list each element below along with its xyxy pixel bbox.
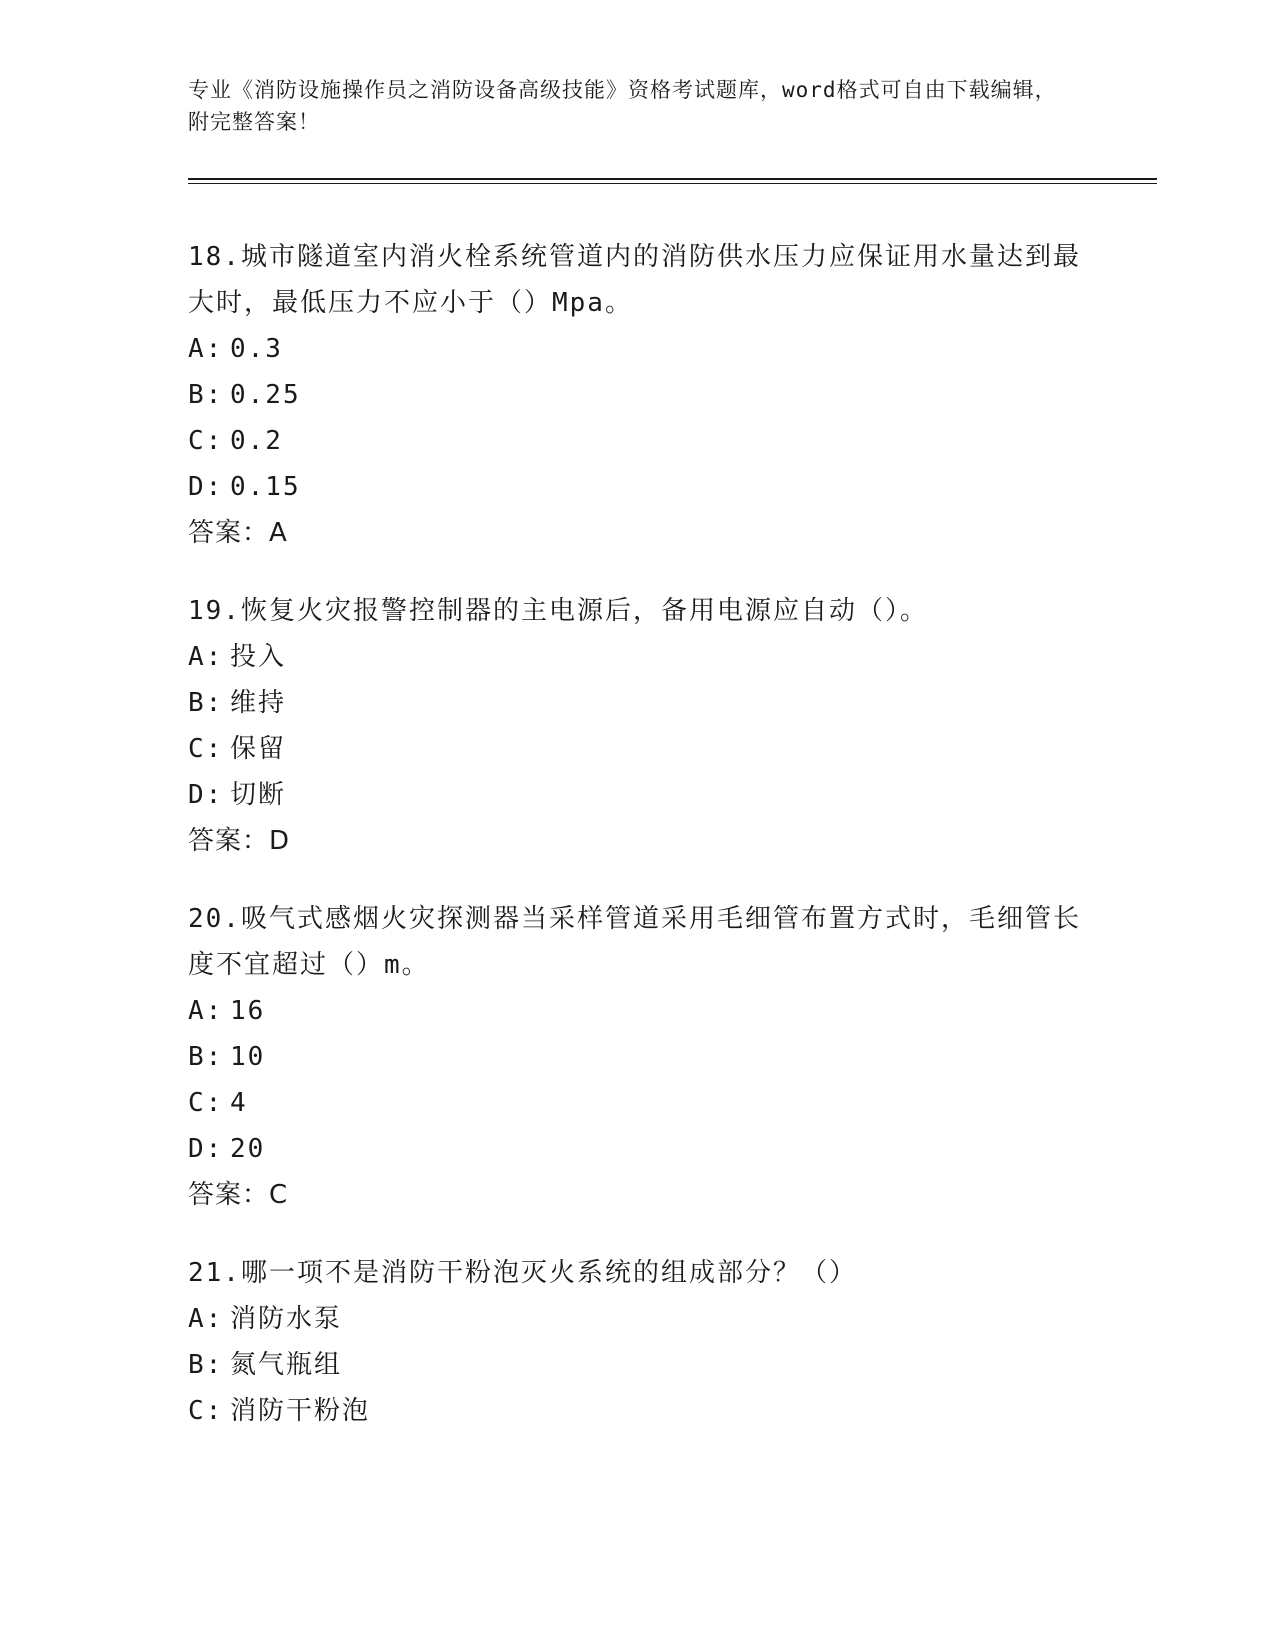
- option-letter: A:: [188, 1304, 224, 1334]
- option-text: 消防水泵: [230, 1304, 343, 1334]
- answer-line: 答案：C: [188, 1180, 289, 1210]
- question-stem: 20.吸气式感烟火灾探测器当采样管道采用毛细管布置方式时，毛细管长度不宜超过（）m。: [188, 904, 1081, 980]
- option-letter: D:: [188, 780, 224, 810]
- question-20: [188, 896, 1088, 1218]
- option-letter: B:: [188, 1350, 224, 1380]
- option-letter: A:: [188, 334, 224, 364]
- option-c: [188, 726, 1088, 772]
- question-19: [188, 588, 1088, 864]
- option-text: 0.25: [230, 380, 301, 410]
- option-letter: D:: [188, 472, 224, 502]
- question-stem: 21.哪一项不是消防干粉泡灭火系统的组成部分？（）: [188, 1258, 857, 1288]
- option-letter: B:: [188, 380, 224, 410]
- option-letter: D:: [188, 1134, 224, 1164]
- header-divider-thin: [188, 183, 1157, 184]
- question-stem: 18.城市隧道室内消火栓系统管道内的消防供水压力应保证用水量达到最大时，最低压力不应小于（）Mpa。: [188, 242, 1081, 318]
- option-d: [188, 464, 1088, 510]
- option-letter: B:: [188, 688, 224, 718]
- option-b: [188, 1342, 1088, 1388]
- option-text: 保留: [230, 734, 287, 764]
- option-b: [188, 680, 1088, 726]
- option-text: 氮气瓶组: [230, 1350, 343, 1380]
- option-letter: A:: [188, 642, 224, 672]
- option-letter: B:: [188, 1042, 224, 1072]
- option-text: 0.3: [230, 334, 283, 364]
- option-text: 10: [230, 1042, 266, 1072]
- option-text: 4: [230, 1088, 248, 1118]
- header-divider-thick: [188, 178, 1157, 180]
- option-text: 消防干粉泡: [230, 1396, 371, 1426]
- option-text: 16: [230, 996, 266, 1026]
- option-text: 切断: [230, 780, 287, 810]
- option-b: [188, 1034, 1088, 1080]
- option-b: [188, 372, 1088, 418]
- question-list: [188, 234, 1088, 1466]
- option-a: [188, 988, 1088, 1034]
- answer-line: 答案：A: [188, 518, 288, 548]
- option-letter: C:: [188, 1396, 224, 1426]
- option-c: [188, 1388, 1088, 1434]
- option-letter: A:: [188, 996, 224, 1026]
- option-letter: C:: [188, 734, 224, 764]
- option-d: [188, 772, 1088, 818]
- option-d: [188, 1126, 1088, 1172]
- question-stem: 19.恢复火灾报警控制器的主电源后，备用电源应自动（）。: [188, 596, 928, 626]
- option-a: [188, 1296, 1088, 1342]
- option-text: 投入: [230, 642, 287, 672]
- option-letter: C:: [188, 1088, 224, 1118]
- option-a: [188, 326, 1088, 372]
- option-c: [188, 1080, 1088, 1126]
- option-letter: C:: [188, 426, 224, 456]
- option-text: 0.15: [230, 472, 301, 502]
- answer-line: 答案：D: [188, 826, 291, 856]
- option-c: [188, 418, 1088, 464]
- option-text: 20: [230, 1134, 266, 1164]
- option-text: 0.2: [230, 426, 283, 456]
- option-a: [188, 634, 1088, 680]
- question-18: [188, 234, 1088, 556]
- option-text: 维持: [230, 688, 287, 718]
- question-21: [188, 1250, 1088, 1434]
- document-header: 专业《消防设施操作员之消防设备高级技能》资格考试题库，word格式可自由下载编辑，附完整答案！: [188, 78, 1057, 134]
